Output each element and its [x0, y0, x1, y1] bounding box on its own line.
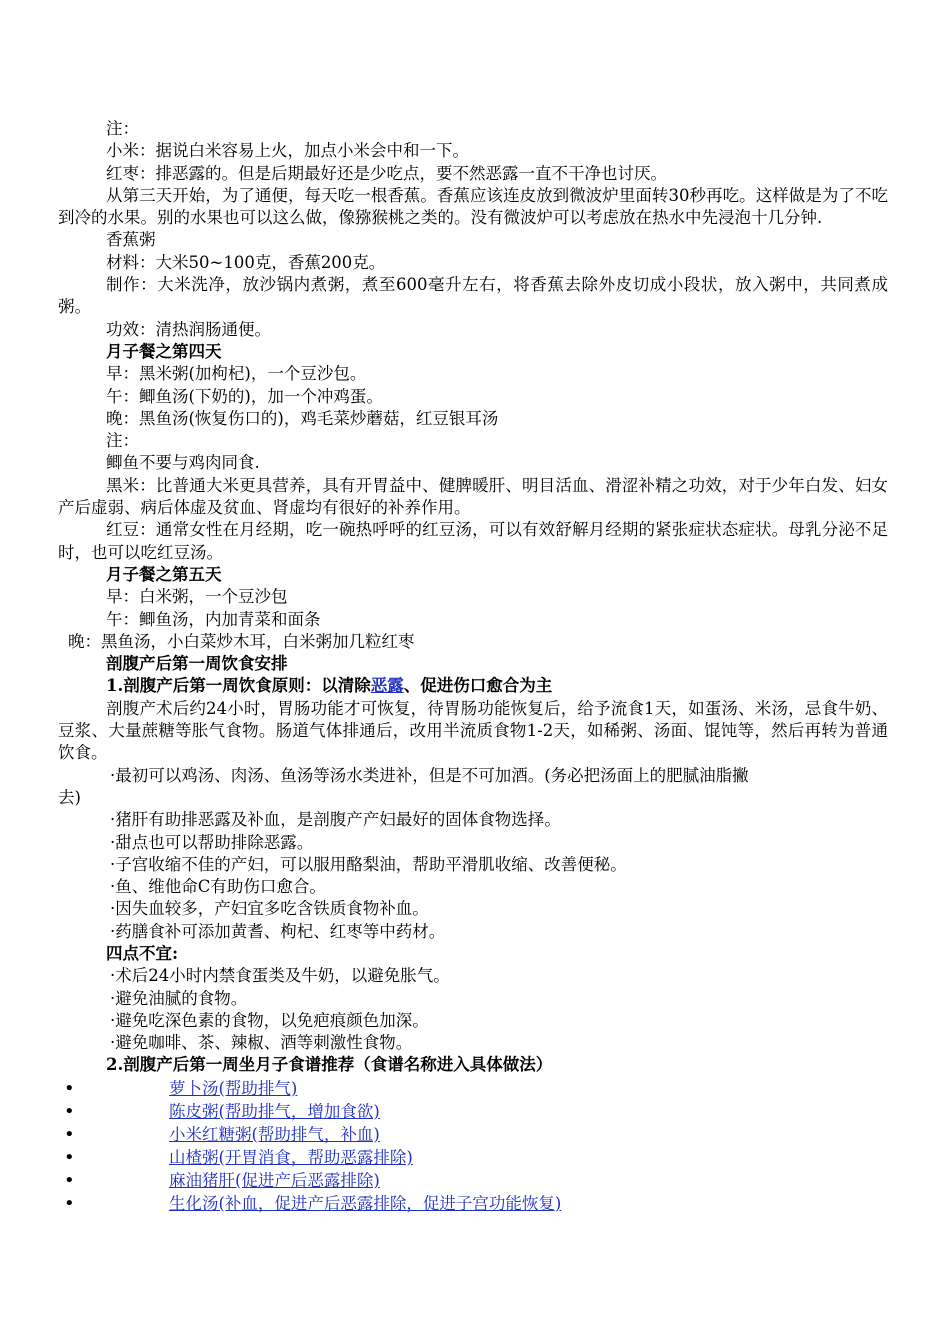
tip-item: ·猪肝有助排恶露及补血，是剖腹产产妇最好的固体食物选择。 — [110, 810, 561, 830]
principle-suffix: 、促进伤口愈合为主 — [403, 676, 553, 696]
recipe-link-radish-soup[interactable]: 萝卜汤(帮助排气) — [169, 1078, 298, 1098]
millet-note: 小米：据说白米容易上火，加点小米会中和一下。 — [106, 141, 469, 161]
day4-note-red-bean: 红豆：通常女性在月经期，吃一碗热呼呼的红豆汤，可以有效舒解月经期的紧张症状态症状。母乳分泌不足时，也可以吃红豆汤。 — [58, 520, 888, 562]
banana-intro-paragraph: 从第三天开始，为了通便，每天吃一根香蕉。香蕉应该连皮放到微波炉里面转30秒再吃。这样做是为了不吃到冷的水果。别的水果也可以这么做，像猕猴桃之类的。没有微波炉可以考虑放在热水中先浸泡十几分钟. — [58, 185, 888, 228]
recipe-link-tangerine-peel-porridge[interactable]: 陈皮粥(帮助排气，增加食欲) — [169, 1101, 380, 1121]
banana-porridge-title: 香蕉粥 — [106, 230, 156, 250]
recipe-link-sesame-oil-pork-liver[interactable]: 麻油猪肝(促进产后恶露排除) — [169, 1170, 380, 1190]
banana-method: 制作：大米洗净，放沙锅内煮粥，煮至600毫升左右，将香蕉去除外皮切成小段状，放入粥中，共同煮成粥。 — [58, 275, 888, 317]
note-label: 注： — [106, 119, 139, 138]
bullet-icon: • — [64, 1146, 75, 1168]
tip-item: ·因失血较多，产妇宜多吃含铁质食物补血。 — [110, 899, 429, 919]
tip-item: ·子宫收缩不佳的产妇，可以服用酪梨油，帮助平滑肌收缩、改善便秘。 — [110, 854, 627, 874]
avoid-item: ·术后24小时内禁食蛋类及牛奶，以避免胀气。 — [110, 966, 450, 986]
recipe-list-item — [58, 1192, 888, 1215]
document-page — [58, 118, 888, 1215]
bullet-icon: • — [64, 1123, 75, 1145]
csection-principle — [58, 675, 888, 697]
recipe-list-item — [58, 1077, 888, 1100]
tip-item: ·药膳食补可添加黄耆、枸杞、红枣等中药材。 — [110, 921, 446, 941]
day4-note-label: 注： — [106, 431, 139, 451]
recipe-link-shenghua-soup[interactable]: 生化汤(补血，促进产后恶露排除，促进子宫功能恢复) — [169, 1193, 562, 1213]
recipe-list-item — [58, 1100, 888, 1123]
banana-materials: 材料：大米50~100克，香蕉200克。 — [106, 252, 386, 272]
recipe-list-item — [58, 1123, 888, 1146]
bullet-icon: • — [64, 1192, 75, 1214]
day4-dinner: 晚：黑鱼汤(恢复伤口的)，鸡毛菜炒蘑菇，红豆银耳汤 — [106, 408, 499, 428]
avoid-item: ·避免吃深色素的食物，以免疤痕颜色加深。 — [110, 1010, 429, 1030]
avoid-item: ·避免咖啡、茶、辣椒、酒等刺激性食物。 — [110, 1033, 413, 1053]
avoid-heading: 四点不宜: — [106, 943, 179, 963]
tip-item: ·甜点也可以帮助排除恶露。 — [110, 832, 314, 852]
recipe-list-item — [58, 1169, 888, 1192]
recipe-link-hawthorn-porridge[interactable]: 山楂粥(开胃消食，帮助恶露排除) — [169, 1147, 413, 1167]
recipe-link-millet-brown-sugar-porridge[interactable]: 小米红糖粥(帮助排气，补血) — [169, 1124, 380, 1144]
csection-heading: 剖腹产后第一周饮食安排 — [106, 654, 288, 674]
avoid-item: ·避免油腻的食物。 — [110, 988, 248, 1008]
day4-note-black-rice: 黑米：比普通大米更具营养，具有开胃益中、健脾暖肝、明目活血、滑涩补精之功效，对于少年白发、妇女产后虚弱、病后体虚及贫血、肾虚均有很好的补养作用。 — [58, 475, 888, 518]
bullet-icon: • — [64, 1169, 75, 1191]
csection-paragraph: 剖腹产术后约24小时，胃肠功能才可恢复，待胃肠功能恢复后，给予流食1天，如蛋汤、米汤，忌食牛奶、豆浆、大量蔗糖等胀气食物。肠道气体排通后，改用半流质食物1-2天，如稀粥、汤面、馄饨等，然后再转为普通饮食。 — [58, 698, 888, 763]
tip-item-continued: 去) — [58, 787, 81, 807]
day5-lunch: 午：鲫鱼汤，内加青菜和面条 — [106, 609, 321, 629]
lochia-link[interactable]: 恶露 — [370, 676, 404, 696]
banana-effect: 功效：清热润肠通便。 — [106, 319, 271, 339]
day5-breakfast: 早：白米粥，一个豆沙包 — [106, 587, 288, 607]
day4-note-fish: 鲫鱼不要与鸡肉同食. — [106, 453, 260, 473]
recipe-list-item — [58, 1146, 888, 1169]
day4-lunch: 午：鲫鱼汤(下奶的)，加一个冲鸡蛋。 — [106, 386, 383, 406]
recipes-heading: 2.剖腹产后第一周坐月子食谱推荐（食谱名称进入具体做法） — [106, 1055, 553, 1075]
tip-item: ·最初可以鸡汤、肉汤、鱼汤等汤水类进补，但是不可加酒。(务必把汤面上的肥腻油脂撇 — [110, 765, 749, 785]
principle-prefix: 1.剖腹产后第一周饮食原则：以清除 — [106, 676, 371, 696]
bullet-icon: • — [64, 1077, 75, 1099]
day4-breakfast: 早：黑米粥(加枸杞)，一个豆沙包。 — [106, 364, 367, 384]
day5-dinner: 晚：黑鱼汤，小白菜炒木耳，白米粥加几粒红枣 — [68, 631, 415, 651]
day5-heading: 月子餐之第五天 — [106, 564, 222, 584]
day4-heading: 月子餐之第四天 — [106, 341, 222, 361]
tip-item: ·鱼、维他命C有助伤口愈合。 — [110, 877, 326, 897]
bullet-icon: • — [64, 1100, 75, 1122]
jujube-note: 红枣：排恶露的。但是后期最好还是少吃点，要不然恶露一直不干净也讨厌。 — [106, 163, 667, 183]
